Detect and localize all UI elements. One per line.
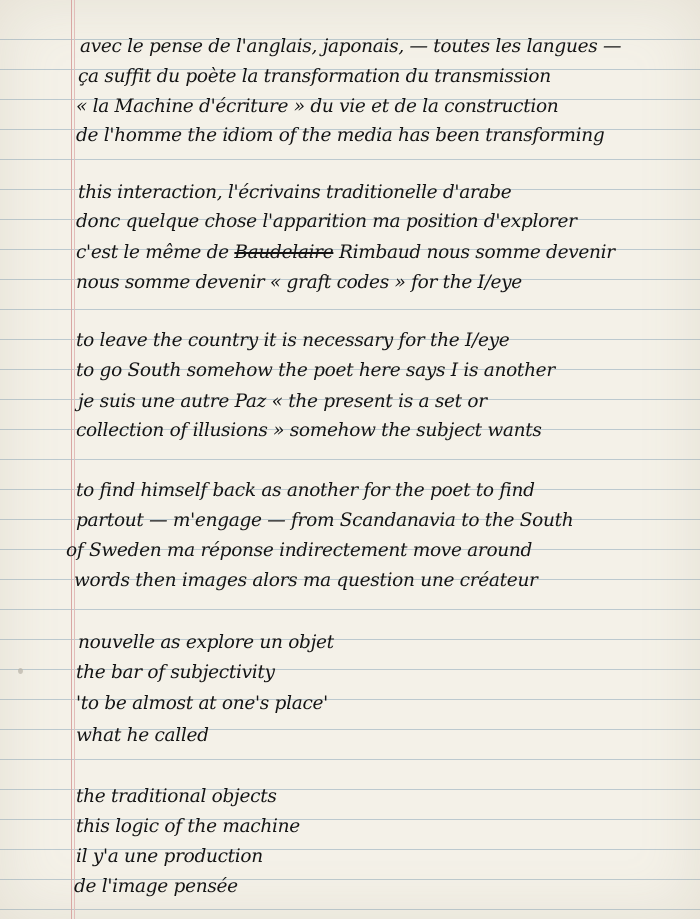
handwritten-line: the bar of subjectivity xyxy=(76,662,275,683)
handwritten-line: je suis une autre Paz « the present is a set or xyxy=(78,391,487,412)
handwritten-line: to go South somehow the poet here says I is another xyxy=(76,360,555,381)
handwritten-line: what he called xyxy=(76,725,209,746)
handwritten-line: partout — m'engage — from Scandanavia to the South xyxy=(76,510,574,531)
handwritten-line: this logic of the machine xyxy=(76,816,300,837)
margin-rule xyxy=(71,0,72,919)
paper-spot xyxy=(18,668,23,674)
handwritten-line: the traditional objects xyxy=(76,786,277,807)
line-text: c'est le même de xyxy=(76,242,235,263)
struck-out-word: Baudelaire xyxy=(234,242,334,263)
handwritten-line: « la Machine d'écriture » du vie et de la construction xyxy=(76,96,559,117)
handwritten-line: words then images alors ma question une créateur xyxy=(74,570,538,591)
handwritten-line: to find himself back as another for the poet to find xyxy=(76,480,535,501)
handwritten-line: 'to be almost at one's place' xyxy=(76,693,328,714)
handwritten-line: ça suffit du poète la transformation du transmission xyxy=(78,66,551,87)
handwritten-line: de l'image pensée xyxy=(74,876,238,897)
handwritten-line: of Sweden ma réponse indirectement move around xyxy=(66,540,533,561)
handwritten-line: avec le pense de l'anglais, japonais, — toutes les langues — xyxy=(80,36,622,57)
handwritten-line: donc quelque chose l'apparition ma position d'explorer xyxy=(76,211,577,232)
handwritten-line: nouvelle as explore un objet xyxy=(78,632,334,653)
handwritten-line: nous somme devenir « graft codes » for the I/eye xyxy=(76,272,522,293)
handwritten-line: il y'a une production xyxy=(76,846,263,867)
handwritten-line: de l'homme the idiom of the media has been transforming xyxy=(76,125,605,146)
line-text: Rimbaud nous somme devenir xyxy=(333,242,615,263)
margin-rule-inner xyxy=(74,0,75,919)
handwritten-line: to leave the country it is necessary for the I/eye xyxy=(76,330,510,351)
handwritten-line: collection of illusions » somehow the subject wants xyxy=(76,420,542,441)
handwritten-line xyxy=(76,244,615,263)
handwritten-line: this interaction, l'écrivains traditionelle d'arabe xyxy=(78,182,512,203)
